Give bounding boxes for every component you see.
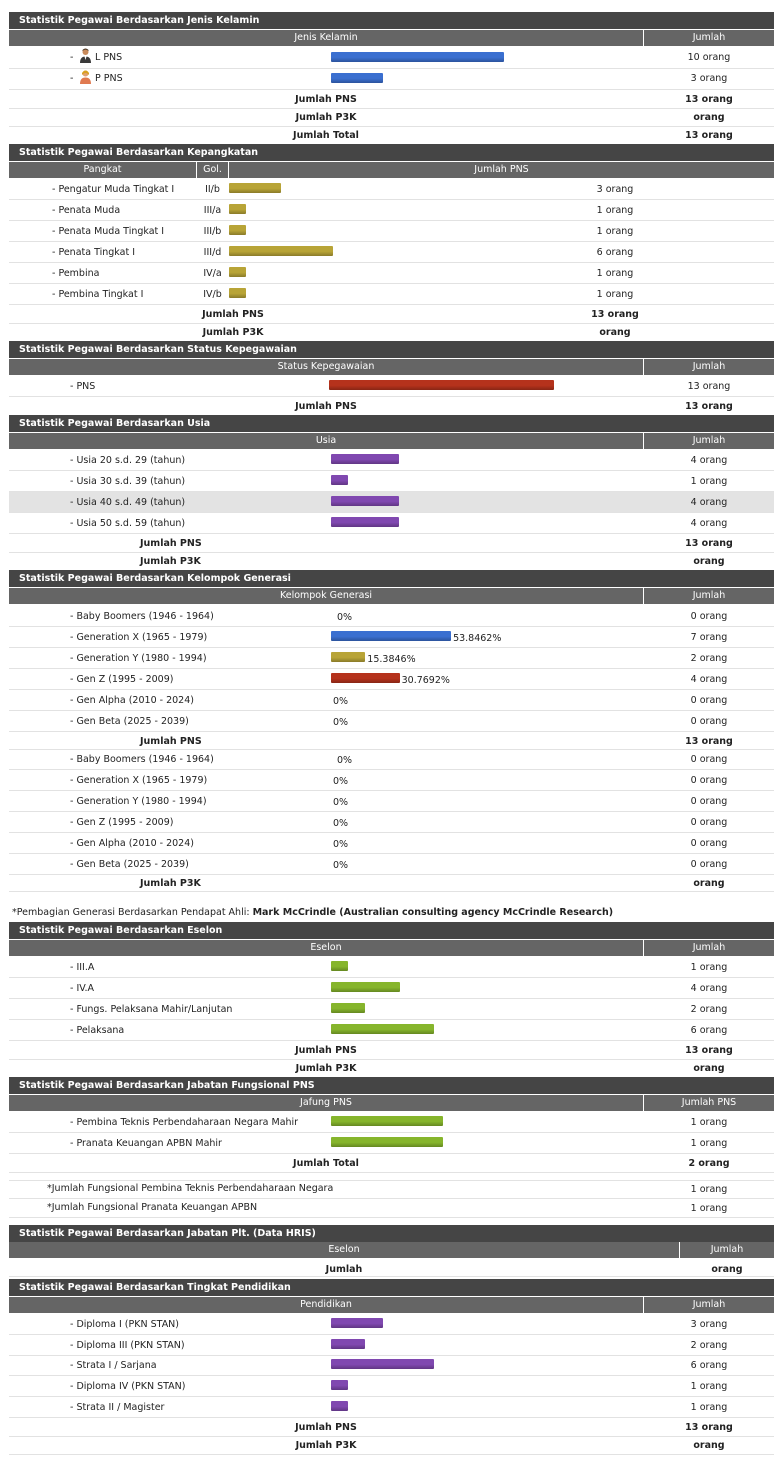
row-divider xyxy=(9,647,774,648)
eselon-bar xyxy=(331,982,400,992)
generation-row-count: 4 orang xyxy=(690,674,728,685)
generation-row-pct: 0% xyxy=(333,717,349,728)
eselon-section-title: Statistik Pegawai Berdasarkan Eselon xyxy=(9,922,774,939)
education-bar xyxy=(331,1401,348,1411)
gender-bar xyxy=(331,52,504,62)
generation-row-label: - Generation Y (1980 - 1994) xyxy=(70,653,207,664)
education-total-pns-label: Jumlah PNS xyxy=(295,1422,357,1433)
gender-row-prefix: - xyxy=(70,73,74,84)
age-total-p3k-value: orang xyxy=(693,556,725,567)
rank-total-pns-label: Jumlah PNS xyxy=(202,309,264,320)
education-col-category: Pendidikan xyxy=(9,1297,643,1313)
jafung-row-label: - Pranata Keuangan APBN Mahir xyxy=(70,1138,222,1149)
rank-bar xyxy=(229,288,246,298)
education-bar xyxy=(331,1359,434,1369)
generation-bar xyxy=(331,631,451,641)
rank-row-count: 6 orang xyxy=(596,247,634,258)
gender-col-category: Jenis Kelamin xyxy=(9,30,643,46)
education-col-count: Jumlah xyxy=(644,1297,774,1313)
row-divider xyxy=(9,1417,774,1418)
row-divider xyxy=(9,1019,774,1020)
row-divider xyxy=(9,1454,774,1455)
rank-bar xyxy=(229,267,246,277)
note-source: Mark McCrindle (Australian consulting agency McCrindle Research) xyxy=(252,907,614,918)
generation-p3k-total-value: orang xyxy=(693,878,725,889)
row-divider xyxy=(9,283,774,284)
eselon-total-p3k-label: Jumlah P3K xyxy=(295,1063,357,1074)
generation-p3k-row-label: - Gen Z (1995 - 2009) xyxy=(70,817,174,828)
row-divider xyxy=(9,1396,774,1397)
rank-bar xyxy=(229,183,281,193)
education-total-pns-value: 13 orang xyxy=(685,1422,733,1433)
generation-row-label: - Gen Z (1995 - 2009) xyxy=(70,674,174,685)
jafung-total-label: Jumlah Total xyxy=(293,1158,359,1169)
eselon-row-label: - III.A xyxy=(70,962,95,973)
age-row-label: - Usia 40 s.d. 49 (tahun) xyxy=(70,497,186,508)
row-divider xyxy=(9,790,774,791)
generation-p3k-row-pct: 0% xyxy=(333,776,349,787)
plt-total-value: orang xyxy=(711,1264,743,1275)
generation-row-label: - Gen Beta (2025 - 2039) xyxy=(70,716,189,727)
status-bar xyxy=(329,380,554,390)
age-total-p3k-label: Jumlah P3K xyxy=(140,556,201,567)
rank-row-gol: IV/a xyxy=(203,268,222,279)
generation-p3k-row-count: 0 orang xyxy=(690,859,728,870)
education-section-title: Statistik Pegawai Berdasarkan Tingkat Pendidikan xyxy=(9,1279,774,1296)
row-divider xyxy=(9,220,774,221)
row-divider xyxy=(9,1355,774,1356)
generation-section-title: Statistik Pegawai Berdasarkan Kelompok Generasi xyxy=(9,570,774,587)
age-total-pns-value: 13 orang xyxy=(685,538,733,549)
rank-total-p3k-label: Jumlah P3K xyxy=(202,327,264,338)
row-divider xyxy=(9,832,774,833)
rank-col-count: Jumlah PNS xyxy=(229,162,774,178)
plt-col-count: Jumlah xyxy=(680,1242,774,1258)
eselon-row-label: - Fungs. Pelaksana Mahir/Lanjutan xyxy=(70,1004,233,1015)
gender-col-count: Jumlah xyxy=(644,30,774,46)
rank-total-pns-value: 13 orang xyxy=(591,309,639,320)
eselon-bar xyxy=(331,961,348,971)
age-row-label: - Usia 30 s.d. 39 (tahun) xyxy=(70,476,186,487)
eselon-row-label: - IV.A xyxy=(70,983,95,994)
note-prefix: *Pembagian Generasi Berdasarkan Pendapat Ahli: xyxy=(12,907,250,918)
rank-total-p3k-value: orang xyxy=(599,327,631,338)
generation-pns-total-value: 13 orang xyxy=(685,736,733,747)
generation-row-count: 0 orang xyxy=(690,716,728,727)
generation-col-category: Kelompok Generasi xyxy=(9,588,643,604)
generation-p3k-row-label: - Generation X (1965 - 1979) xyxy=(70,775,208,786)
person-male-icon xyxy=(79,48,92,64)
rank-row-label: - Penata Muda Tingkat I xyxy=(52,226,165,237)
row-divider xyxy=(9,710,774,711)
generation-p3k-row-pct: 0% xyxy=(333,860,349,871)
generation-p3k-row-label: - Gen Alpha (2010 - 2024) xyxy=(70,838,194,849)
gender-total-p3k-label: Jumlah P3K xyxy=(295,112,357,123)
gender-row-prefix: - xyxy=(70,52,74,63)
eselon-row-label: - Pelaksana xyxy=(70,1025,125,1036)
generation-p3k-row-pct: 0% xyxy=(333,839,349,850)
generation-row-label: - Baby Boomers (1946 - 1964) xyxy=(70,611,214,622)
rank-row-label: - Pengatur Muda Tingkat I xyxy=(52,184,175,195)
rank-col-gol: Gol. xyxy=(197,162,228,178)
row-divider xyxy=(9,1153,774,1154)
eselon-total-pns-value: 13 orang xyxy=(685,1045,733,1056)
age-row-count: 4 orang xyxy=(690,497,728,508)
generation-p3k-row-label: - Gen Beta (2025 - 2039) xyxy=(70,859,189,870)
age-row-label: - Usia 20 s.d. 29 (tahun) xyxy=(70,455,186,466)
eselon-row-count: 2 orang xyxy=(690,1004,728,1015)
education-row-label: - Diploma I (PKN STAN) xyxy=(70,1319,179,1330)
row-divider xyxy=(9,1436,774,1437)
rank-row-count: 1 orang xyxy=(596,226,634,237)
eselon-total-p3k-value: orang xyxy=(693,1063,725,1074)
eselon-total-pns-label: Jumlah PNS xyxy=(295,1045,357,1056)
status-total-pns-label: Jumlah PNS xyxy=(295,401,357,412)
generation-col-count: Jumlah xyxy=(644,588,774,604)
eselon-row-count: 1 orang xyxy=(690,962,728,973)
generation-row-pct: 0% xyxy=(337,612,353,623)
age-bar xyxy=(331,517,399,527)
plt-section-title: Statistik Pegawai Berdasarkan Jabatan Plt. (Data HRIS) xyxy=(9,1225,774,1242)
row-divider xyxy=(9,1180,774,1181)
generation-p3k-row-pct: 0% xyxy=(337,755,353,766)
row-divider xyxy=(9,108,774,109)
generation-p3k-row-label: - Generation Y (1980 - 1994) xyxy=(70,796,207,807)
education-row-label: - Strata II / Magister xyxy=(70,1402,165,1413)
rank-row-count: 1 orang xyxy=(596,205,634,216)
rank-row-gol: IV/b xyxy=(203,289,222,300)
row-divider xyxy=(9,470,774,471)
rank-row-count: 3 orang xyxy=(596,184,634,195)
generation-row-count: 7 orang xyxy=(690,632,728,643)
row-divider xyxy=(9,626,774,627)
row-divider xyxy=(9,126,774,127)
status-row-count: 13 orang xyxy=(687,381,731,392)
jafung-note-value: 1 orang xyxy=(690,1184,728,1195)
generation-bar xyxy=(331,673,400,683)
jafung-bar xyxy=(331,1137,443,1147)
education-row-label: - Strata I / Sarjana xyxy=(70,1360,157,1371)
rank-row-count: 1 orang xyxy=(596,289,634,300)
generation-row-pct: 30.7692% xyxy=(401,675,450,686)
row-divider xyxy=(9,552,774,553)
row-divider xyxy=(9,396,774,397)
rank-row-count: 1 orang xyxy=(596,268,634,279)
rank-bar xyxy=(229,246,333,256)
row-divider xyxy=(9,89,774,90)
generation-row-label: - Generation X (1965 - 1979) xyxy=(70,632,208,643)
eselon-row-count: 4 orang xyxy=(690,983,728,994)
education-row-count: 1 orang xyxy=(690,1381,728,1392)
rank-row-label: - Pembina Tingkat I xyxy=(52,289,144,300)
generation-row-pct: 0% xyxy=(333,696,349,707)
jafung-row-count: 1 orang xyxy=(690,1117,728,1128)
status-section-title: Statistik Pegawai Berdasarkan Status Kepegawaian xyxy=(9,341,774,358)
row-divider xyxy=(9,1217,774,1218)
row-divider xyxy=(9,512,774,513)
age-row-count: 4 orang xyxy=(690,518,728,529)
generation-p3k-row-count: 0 orang xyxy=(690,838,728,849)
gender-total-all-value: 13 orang xyxy=(685,130,733,141)
row-divider xyxy=(9,891,774,892)
plt-col-category: Eselon xyxy=(9,1242,679,1258)
jafung-total-value: 2 orang xyxy=(688,1158,730,1169)
jafung-row-label: - Pembina Teknis Perbendaharaan Negara Mahir xyxy=(70,1117,299,1128)
gender-total-pns-value: 13 orang xyxy=(685,94,733,105)
generation-p3k-row-count: 0 orang xyxy=(690,754,728,765)
generation-p3k-row-count: 0 orang xyxy=(690,817,728,828)
row-divider xyxy=(9,1334,774,1335)
age-col-count: Jumlah xyxy=(644,433,774,449)
generation-row-count: 0 orang xyxy=(690,611,728,622)
jafung-note-label: *Jumlah Fungsional Pembina Teknis Perbendaharaan Negara xyxy=(47,1183,334,1194)
rank-bar xyxy=(229,225,246,235)
plt-total-label: Jumlah xyxy=(325,1264,363,1275)
rank-row-label: - Penata Tingkat I xyxy=(52,247,135,258)
generation-pns-total-label: Jumlah PNS xyxy=(140,736,202,747)
generation-p3k-row-count: 0 orang xyxy=(690,775,728,786)
age-col-category: Usia xyxy=(9,433,643,449)
generation-p3k-row-pct: 0% xyxy=(333,818,349,829)
row-divider xyxy=(9,199,774,200)
row-divider xyxy=(9,304,774,305)
row-divider xyxy=(9,1132,774,1133)
age-bar xyxy=(331,475,348,485)
eselon-bar xyxy=(331,1024,434,1034)
row-divider xyxy=(9,731,774,732)
age-row-label: - Usia 50 s.d. 59 (tahun) xyxy=(70,518,186,529)
generation-p3k-row-pct: 0% xyxy=(333,797,349,808)
row-divider xyxy=(9,874,774,875)
status-col-category: Status Kepegawaian xyxy=(9,359,643,375)
rank-col-pangkat: Pangkat xyxy=(9,162,196,178)
rank-row-gol: III/a xyxy=(203,205,222,216)
education-row-count: 3 orang xyxy=(690,1319,728,1330)
jafung-col-category: Jafung PNS xyxy=(9,1095,643,1111)
person-female-icon xyxy=(79,69,92,85)
row-divider xyxy=(9,668,774,669)
rank-bar xyxy=(229,204,246,214)
row-divider xyxy=(9,262,774,263)
education-row-count: 6 orang xyxy=(690,1360,728,1371)
jafung-bar xyxy=(331,1116,443,1126)
gender-row-label: L PNS xyxy=(95,52,123,63)
jafung-col-count: Jumlah PNS xyxy=(644,1095,774,1111)
rank-row-gol: III/b xyxy=(203,226,222,237)
status-col-count: Jumlah xyxy=(644,359,774,375)
age-bar xyxy=(331,454,399,464)
education-bar xyxy=(331,1318,383,1328)
education-row-label: - Diploma III (PKN STAN) xyxy=(70,1340,185,1351)
jafung-note-value: 1 orang xyxy=(690,1203,728,1214)
age-row-count: 1 orang xyxy=(690,476,728,487)
row-divider xyxy=(9,1375,774,1376)
age-row-count: 4 orang xyxy=(690,455,728,466)
row-divider xyxy=(9,1198,774,1199)
row-divider xyxy=(9,689,774,690)
generation-bar xyxy=(331,652,365,662)
row-divider xyxy=(9,1059,774,1060)
generation-p3k-total-label: Jumlah P3K xyxy=(140,878,201,889)
eselon-col-category: Eselon xyxy=(9,940,643,956)
row-divider xyxy=(9,769,774,770)
generation-row-count: 2 orang xyxy=(690,653,728,664)
row-divider xyxy=(9,1040,774,1041)
generation-row-pct: 15.3846% xyxy=(367,654,416,665)
rank-row-label: - Penata Muda xyxy=(52,205,121,216)
gender-row-count: 3 orang xyxy=(690,73,728,84)
row-divider xyxy=(9,1276,774,1277)
generation-row-label: - Gen Alpha (2010 - 2024) xyxy=(70,695,194,706)
gender-row-label: P PNS xyxy=(95,73,123,84)
status-row-label: - PNS xyxy=(70,381,96,392)
jafung-row-count: 1 orang xyxy=(690,1138,728,1149)
gender-total-all-label: Jumlah Total xyxy=(293,130,359,141)
generation-row-pct: 53.8462% xyxy=(453,633,502,644)
row-divider xyxy=(9,241,774,242)
eselon-bar xyxy=(331,1003,365,1013)
education-row-label: - Diploma IV (PKN STAN) xyxy=(70,1381,186,1392)
education-total-p3k-label: Jumlah P3K xyxy=(295,1440,357,1451)
rank-section-title: Statistik Pegawai Berdasarkan Kepangkatan xyxy=(9,144,774,161)
row-divider xyxy=(9,749,774,750)
education-row-count: 2 orang xyxy=(690,1340,728,1351)
education-bar xyxy=(331,1380,348,1390)
education-total-p3k-value: orang xyxy=(693,1440,725,1451)
generation-p3k-row-label: - Baby Boomers (1946 - 1964) xyxy=(70,754,214,765)
age-bar xyxy=(331,496,399,506)
eselon-row-count: 6 orang xyxy=(690,1025,728,1036)
generation-row-count: 0 orang xyxy=(690,695,728,706)
education-row-count: 1 orang xyxy=(690,1402,728,1413)
generation-p3k-row-count: 0 orang xyxy=(690,796,728,807)
gender-total-pns-label: Jumlah PNS xyxy=(295,94,357,105)
jafung-note-label: *Jumlah Fungsional Pranata Keuangan APBN xyxy=(47,1202,258,1213)
row-divider xyxy=(9,977,774,978)
education-bar xyxy=(331,1339,365,1349)
row-divider xyxy=(9,853,774,854)
age-section-title: Statistik Pegawai Berdasarkan Usia xyxy=(9,415,774,432)
row-divider xyxy=(9,323,774,324)
row-divider xyxy=(9,998,774,999)
rank-row-label: - Pembina xyxy=(52,268,100,279)
status-total-pns-value: 13 orang xyxy=(685,401,733,412)
gender-total-p3k-value: orang xyxy=(693,112,725,123)
row-divider xyxy=(9,533,774,534)
eselon-col-count: Jumlah xyxy=(644,940,774,956)
rank-row-gol: II/b xyxy=(205,184,220,195)
gender-row-count: 10 orang xyxy=(687,52,731,63)
gender-section-title: Statistik Pegawai Berdasarkan Jenis Kelamin xyxy=(9,12,774,29)
rank-row-gol: III/d xyxy=(203,247,222,258)
age-total-pns-label: Jumlah PNS xyxy=(140,538,202,549)
generation-source-note xyxy=(12,908,613,918)
jafung-section-title: Statistik Pegawai Berdasarkan Jabatan Fungsional PNS xyxy=(9,1077,774,1094)
row-divider xyxy=(9,68,774,69)
row-divider xyxy=(9,811,774,812)
gender-bar xyxy=(331,73,383,83)
row-divider xyxy=(9,1172,774,1173)
